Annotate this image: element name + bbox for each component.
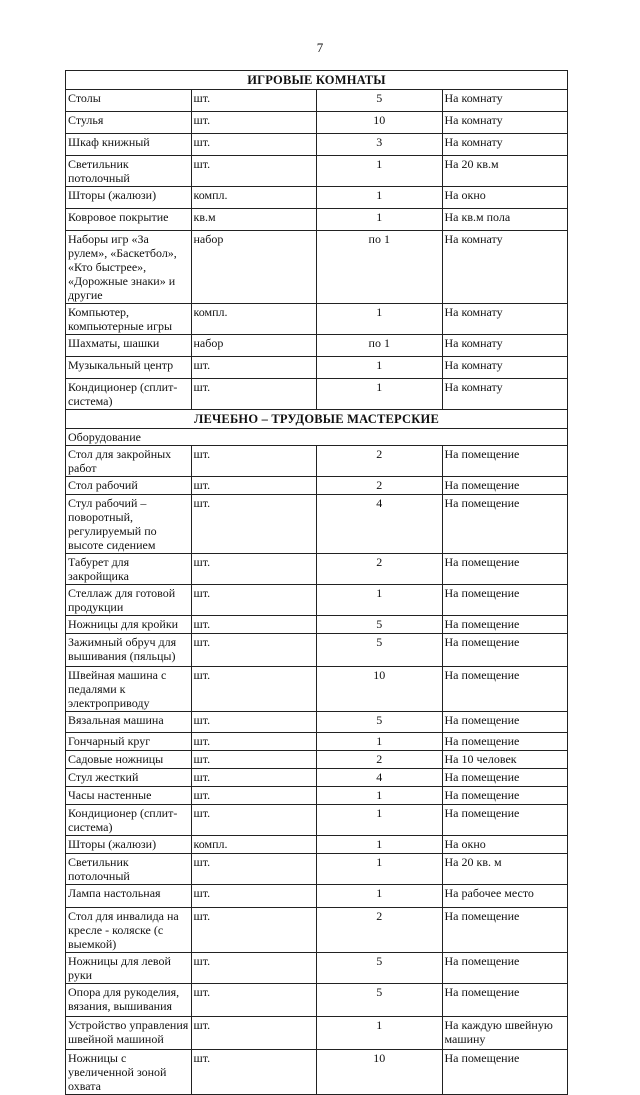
item-name-cell: Ковровое покрытие	[66, 209, 192, 231]
table-row	[66, 477, 568, 495]
item-name-cell: Кондиционер (сплит-система)	[66, 379, 192, 410]
unit-cell: шт.	[191, 379, 317, 410]
section-subheading: Оборудование	[66, 429, 568, 446]
quantity-cell: 1	[317, 885, 443, 908]
norm-cell: На комнату	[442, 112, 568, 134]
table-row	[66, 953, 568, 984]
unit-cell: компл.	[191, 304, 317, 335]
table-row	[66, 90, 568, 112]
unit-cell: шт.	[191, 733, 317, 751]
unit-cell: шт.	[191, 787, 317, 805]
section-header	[66, 410, 568, 429]
table-row	[66, 495, 568, 554]
norm-cell: На помещение	[442, 495, 568, 554]
unit-cell: шт.	[191, 953, 317, 984]
item-name-cell: Шторы (жалюзи)	[66, 836, 192, 854]
quantity-cell: 5	[317, 953, 443, 984]
quantity-cell: 1	[317, 187, 443, 209]
norm-cell: На помещение	[442, 712, 568, 733]
unit-cell: шт.	[191, 112, 317, 134]
item-name-cell: Ножницы с увеличенной зоной охвата	[66, 1050, 192, 1095]
norm-cell: На комнату	[442, 379, 568, 410]
table-row	[66, 357, 568, 379]
unit-cell: шт.	[191, 616, 317, 634]
table-row	[66, 231, 568, 304]
norm-cell: На помещение	[442, 634, 568, 667]
item-name-cell: Стол для закройных работ	[66, 446, 192, 477]
quantity-cell: 5	[317, 616, 443, 634]
quantity-cell: 1	[317, 836, 443, 854]
item-name-cell: Кондиционер (сплит-система)	[66, 805, 192, 836]
quantity-cell: 1	[317, 854, 443, 885]
quantity-cell: 10	[317, 112, 443, 134]
unit-cell: шт.	[191, 805, 317, 836]
norm-cell: На помещение	[442, 446, 568, 477]
item-name-cell: Табурет для закройщика	[66, 554, 192, 585]
norm-cell: На помещение	[442, 585, 568, 616]
table-row	[66, 187, 568, 209]
table-row	[66, 1017, 568, 1050]
quantity-cell: 4	[317, 495, 443, 554]
norm-cell: На помещение	[442, 554, 568, 585]
norm-cell: На помещение	[442, 733, 568, 751]
item-name-cell: Опора для рукоделия, вязания, вышивания	[66, 984, 192, 1017]
table-row	[66, 751, 568, 769]
norm-cell: На помещение	[442, 787, 568, 805]
section-title: ЛЕЧЕБНО – ТРУДОВЫЕ МАСТЕРСКИЕ	[66, 410, 568, 429]
norm-cell: На каждую швейную машину	[442, 1017, 568, 1050]
unit-cell: шт.	[191, 751, 317, 769]
quantity-cell: 4	[317, 769, 443, 787]
item-name-cell: Музыкальный центр	[66, 357, 192, 379]
table-row	[66, 1050, 568, 1095]
item-name-cell: Стеллаж для готовой продукции	[66, 585, 192, 616]
quantity-cell: 2	[317, 554, 443, 585]
table-row	[66, 984, 568, 1017]
norm-cell: На помещение	[442, 616, 568, 634]
item-name-cell: Стол для инвалида на кресле - коляске (с выемкой)	[66, 908, 192, 953]
norm-cell: На помещение	[442, 953, 568, 984]
norm-cell: На помещение	[442, 908, 568, 953]
table-row	[66, 769, 568, 787]
item-name-cell: Ножницы для кройки	[66, 616, 192, 634]
table-row	[66, 335, 568, 357]
unit-cell: набор	[191, 335, 317, 357]
quantity-cell: 5	[317, 984, 443, 1017]
item-name-cell: Вязальная машина	[66, 712, 192, 733]
quantity-cell: 3	[317, 134, 443, 156]
unit-cell: шт.	[191, 156, 317, 187]
norm-cell: На помещение	[442, 769, 568, 787]
norm-cell: На комнату	[442, 304, 568, 335]
unit-cell: шт.	[191, 90, 317, 112]
quantity-cell: 2	[317, 751, 443, 769]
quantity-cell: 1	[317, 156, 443, 187]
item-name-cell: Швейная машина с педалями к электроприводу	[66, 667, 192, 712]
table-row	[66, 134, 568, 156]
table-row	[66, 554, 568, 585]
item-name-cell: Шахматы, шашки	[66, 335, 192, 357]
item-name-cell: Часы настенные	[66, 787, 192, 805]
table-row	[66, 836, 568, 854]
quantity-cell: 1	[317, 733, 443, 751]
section-header	[66, 71, 568, 90]
norm-cell: На комнату	[442, 231, 568, 304]
page-number: 7	[316, 40, 324, 55]
quantity-cell: 10	[317, 1050, 443, 1095]
item-name-cell: Компьютер, компьютерные игры	[66, 304, 192, 335]
quantity-cell: 1	[317, 357, 443, 379]
item-name-cell: Светильник потолочный	[66, 156, 192, 187]
unit-cell: шт.	[191, 667, 317, 712]
quantity-cell: 5	[317, 90, 443, 112]
norm-cell: На комнату	[442, 357, 568, 379]
quantity-cell: 1	[317, 805, 443, 836]
unit-cell: шт.	[191, 984, 317, 1017]
item-name-cell: Наборы игр «За рулем», «Баскетбол», «Кто быстрее», «Дорожные знаки» и другие	[66, 231, 192, 304]
norm-cell: На 20 кв. м	[442, 854, 568, 885]
table-row	[66, 304, 568, 335]
table-row	[66, 667, 568, 712]
equipment-table	[65, 70, 568, 1095]
item-name-cell: Стул жесткий	[66, 769, 192, 787]
item-name-cell: Лампа настольная	[66, 885, 192, 908]
item-name-cell: Стулья	[66, 112, 192, 134]
table-row	[66, 209, 568, 231]
table-row	[66, 585, 568, 616]
unit-cell: шт.	[191, 885, 317, 908]
unit-cell: шт.	[191, 908, 317, 953]
quantity-cell: 1	[317, 1017, 443, 1050]
quantity-cell: 1	[317, 585, 443, 616]
quantity-cell: 1	[317, 379, 443, 410]
unit-cell: шт.	[191, 1017, 317, 1050]
quantity-cell: 2	[317, 477, 443, 495]
table-row	[66, 854, 568, 885]
item-name-cell: Ножницы для левой руки	[66, 953, 192, 984]
norm-cell: На комнату	[442, 134, 568, 156]
table-row	[66, 379, 568, 410]
quantity-cell: 2	[317, 446, 443, 477]
table-row	[66, 446, 568, 477]
table-row	[66, 712, 568, 733]
norm-cell: На комнату	[442, 335, 568, 357]
section-subheading-row	[66, 429, 568, 446]
norm-cell: На 20 кв.м	[442, 156, 568, 187]
section-title: ИГРОВЫЕ КОМНАТЫ	[66, 71, 568, 90]
unit-cell: шт.	[191, 477, 317, 495]
item-name-cell: Шкаф книжный	[66, 134, 192, 156]
quantity-cell: по 1	[317, 231, 443, 304]
unit-cell: шт.	[191, 769, 317, 787]
norm-cell: На окно	[442, 187, 568, 209]
item-name-cell: Гончарный круг	[66, 733, 192, 751]
unit-cell: шт.	[191, 634, 317, 667]
unit-cell: шт.	[191, 854, 317, 885]
norm-cell: На окно	[442, 836, 568, 854]
table-row	[66, 112, 568, 134]
norm-cell: На помещение	[442, 477, 568, 495]
table-row	[66, 805, 568, 836]
norm-cell: На помещение	[442, 667, 568, 712]
unit-cell: компл.	[191, 187, 317, 209]
quantity-cell: 10	[317, 667, 443, 712]
quantity-cell: 5	[317, 712, 443, 733]
table-row	[66, 885, 568, 908]
unit-cell: шт.	[191, 446, 317, 477]
quantity-cell: 1	[317, 209, 443, 231]
table-row	[66, 733, 568, 751]
unit-cell: шт.	[191, 585, 317, 616]
table-row	[66, 908, 568, 953]
table-row	[66, 156, 568, 187]
unit-cell: шт.	[191, 712, 317, 733]
item-name-cell: Устройство управления швейной машиной	[66, 1017, 192, 1050]
quantity-cell: по 1	[317, 335, 443, 357]
item-name-cell: Светильник потолочный	[66, 854, 192, 885]
item-name-cell: Стол рабочий	[66, 477, 192, 495]
norm-cell: На помещение	[442, 1050, 568, 1095]
unit-cell: шт.	[191, 1050, 317, 1095]
quantity-cell: 1	[317, 787, 443, 805]
norm-cell: На помещение	[442, 805, 568, 836]
unit-cell: шт.	[191, 554, 317, 585]
norm-cell: На помещение	[442, 984, 568, 1017]
unit-cell: шт.	[191, 495, 317, 554]
norm-cell: На 10 человек	[442, 751, 568, 769]
item-name-cell: Зажимный обруч для вышивания (пяльцы)	[66, 634, 192, 667]
table-body	[66, 71, 568, 1095]
norm-cell: На комнату	[442, 90, 568, 112]
unit-cell: шт.	[191, 134, 317, 156]
table-row	[66, 787, 568, 805]
unit-cell: набор	[191, 231, 317, 304]
norm-cell: На рабочее место	[442, 885, 568, 908]
item-name-cell: Шторы (жалюзи)	[66, 187, 192, 209]
quantity-cell: 2	[317, 908, 443, 953]
item-name-cell: Садовые ножницы	[66, 751, 192, 769]
unit-cell: шт.	[191, 357, 317, 379]
unit-cell: кв.м	[191, 209, 317, 231]
norm-cell: На кв.м пола	[442, 209, 568, 231]
item-name-cell: Стул рабочий – поворотный, регулируемый по высоте сидением	[66, 495, 192, 554]
unit-cell: компл.	[191, 836, 317, 854]
quantity-cell: 1	[317, 304, 443, 335]
table-row	[66, 634, 568, 667]
quantity-cell: 5	[317, 634, 443, 667]
table-row	[66, 616, 568, 634]
item-name-cell: Столы	[66, 90, 192, 112]
